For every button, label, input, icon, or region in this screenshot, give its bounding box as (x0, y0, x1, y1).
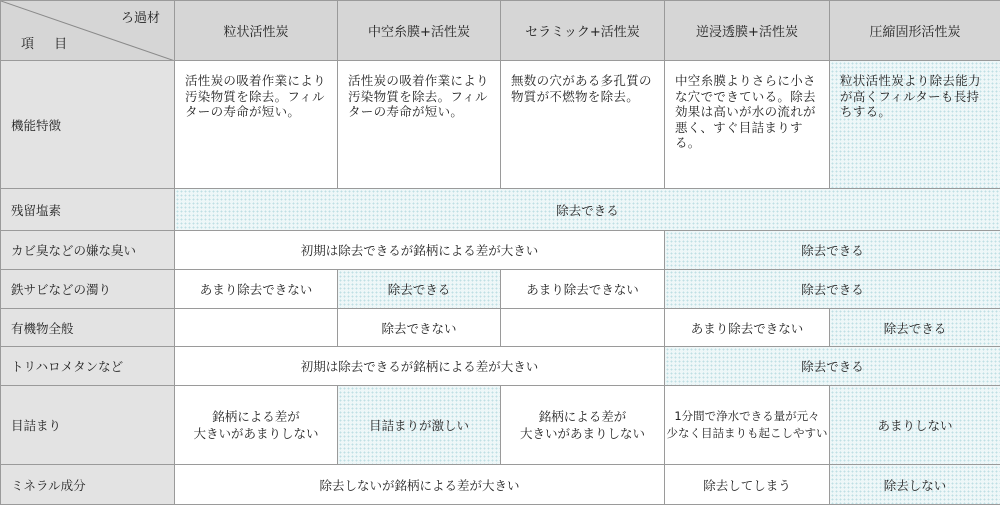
table-cell: 除去できる (665, 347, 1000, 386)
table-cell: 活性炭の吸着作業により汚染物質を除去。フィルターの寿命が短い。 (175, 61, 338, 189)
table-cell: 粒状活性炭より除去能力が高くフィルターも長持ちする。 (830, 61, 1000, 189)
cell-line: 銘柄による差が (501, 408, 664, 425)
table-cell: あまり除去できない (175, 270, 338, 309)
table-row (1, 465, 1000, 505)
row-label: トリハロメタンなど (1, 347, 175, 386)
table-cell: 目詰まりが激しい (338, 386, 501, 465)
table-cell: 除去できる (665, 270, 1000, 309)
row-label: 機能特徴 (1, 61, 175, 189)
table-cell (501, 386, 665, 465)
table-row (1, 231, 1000, 270)
table-cell: 除去できる (665, 231, 1000, 270)
table-cell: 初期は除去できるが銘柄による差が大きい (175, 347, 665, 386)
table-cell: 中空糸膜よりさらに小さな穴でできている。除去効果は高いが水の流れが悪く、すぐ目詰まりする。 (665, 61, 830, 189)
cell-line: 1分間で浄水できる量が元々 (665, 408, 829, 425)
table-cell: 除去しないが銘柄による差が大きい (175, 465, 665, 505)
table-cell: 除去しない (830, 465, 1000, 505)
table-cell: 除去してしまう (665, 465, 830, 505)
table-cell: あまり除去できない (501, 270, 665, 309)
table-row (1, 386, 1000, 465)
row-label: ミネラル成分 (1, 465, 175, 505)
table-cell: 無数の穴がある多孔質の物質が不燃物を除去。 (501, 61, 665, 189)
row-label: 鉄サビなどの濁り (1, 270, 175, 309)
corner-header (1, 1, 175, 61)
cell-line: 銘柄による差が (175, 408, 337, 425)
row-label: 残留塩素 (1, 189, 175, 231)
column-header: セラミック+活性炭 (501, 1, 665, 61)
row-label: 有機物全般 (1, 309, 175, 347)
table-cell: 除去できない (338, 309, 501, 347)
table-cell: 除去できる (175, 189, 1000, 231)
table-cell: 除去できる (830, 309, 1000, 347)
table-cell (175, 386, 338, 465)
cell-line: 大きいがあまりしない (501, 425, 664, 442)
column-header: 圧縮固形活性炭 (830, 1, 1000, 61)
table-row (1, 61, 1000, 189)
column-header: 中空糸膜+活性炭 (338, 1, 501, 61)
table-row (1, 309, 1000, 347)
table-cell (175, 309, 338, 347)
table-cell (665, 386, 830, 465)
table-row (1, 347, 1000, 386)
cell-line: 大きいがあまりしない (175, 425, 337, 442)
corner-top-right-label: ろ過材 (121, 7, 160, 26)
corner-bottom-left-label: 項 目 (21, 33, 75, 52)
table-cell: 初期は除去できるが銘柄による差が大きい (175, 231, 665, 270)
table-cell: 活性炭の吸着作業により汚染物質を除去。フィルターの寿命が短い。 (338, 61, 501, 189)
cell-line: 少なく目詰まりも起こしやすい (665, 425, 829, 442)
column-header: 逆浸透膜+活性炭 (665, 1, 830, 61)
table-row (1, 189, 1000, 231)
column-header: 粒状活性炭 (175, 1, 338, 61)
table-cell: あまりしない (830, 386, 1000, 465)
table-cell: 除去できる (338, 270, 501, 309)
table-row (1, 270, 1000, 309)
table-cell: あまり除去できない (665, 309, 830, 347)
row-label: カビ臭などの嫌な臭い (1, 231, 175, 270)
row-label: 目詰まり (1, 386, 175, 465)
table-cell (501, 309, 665, 347)
